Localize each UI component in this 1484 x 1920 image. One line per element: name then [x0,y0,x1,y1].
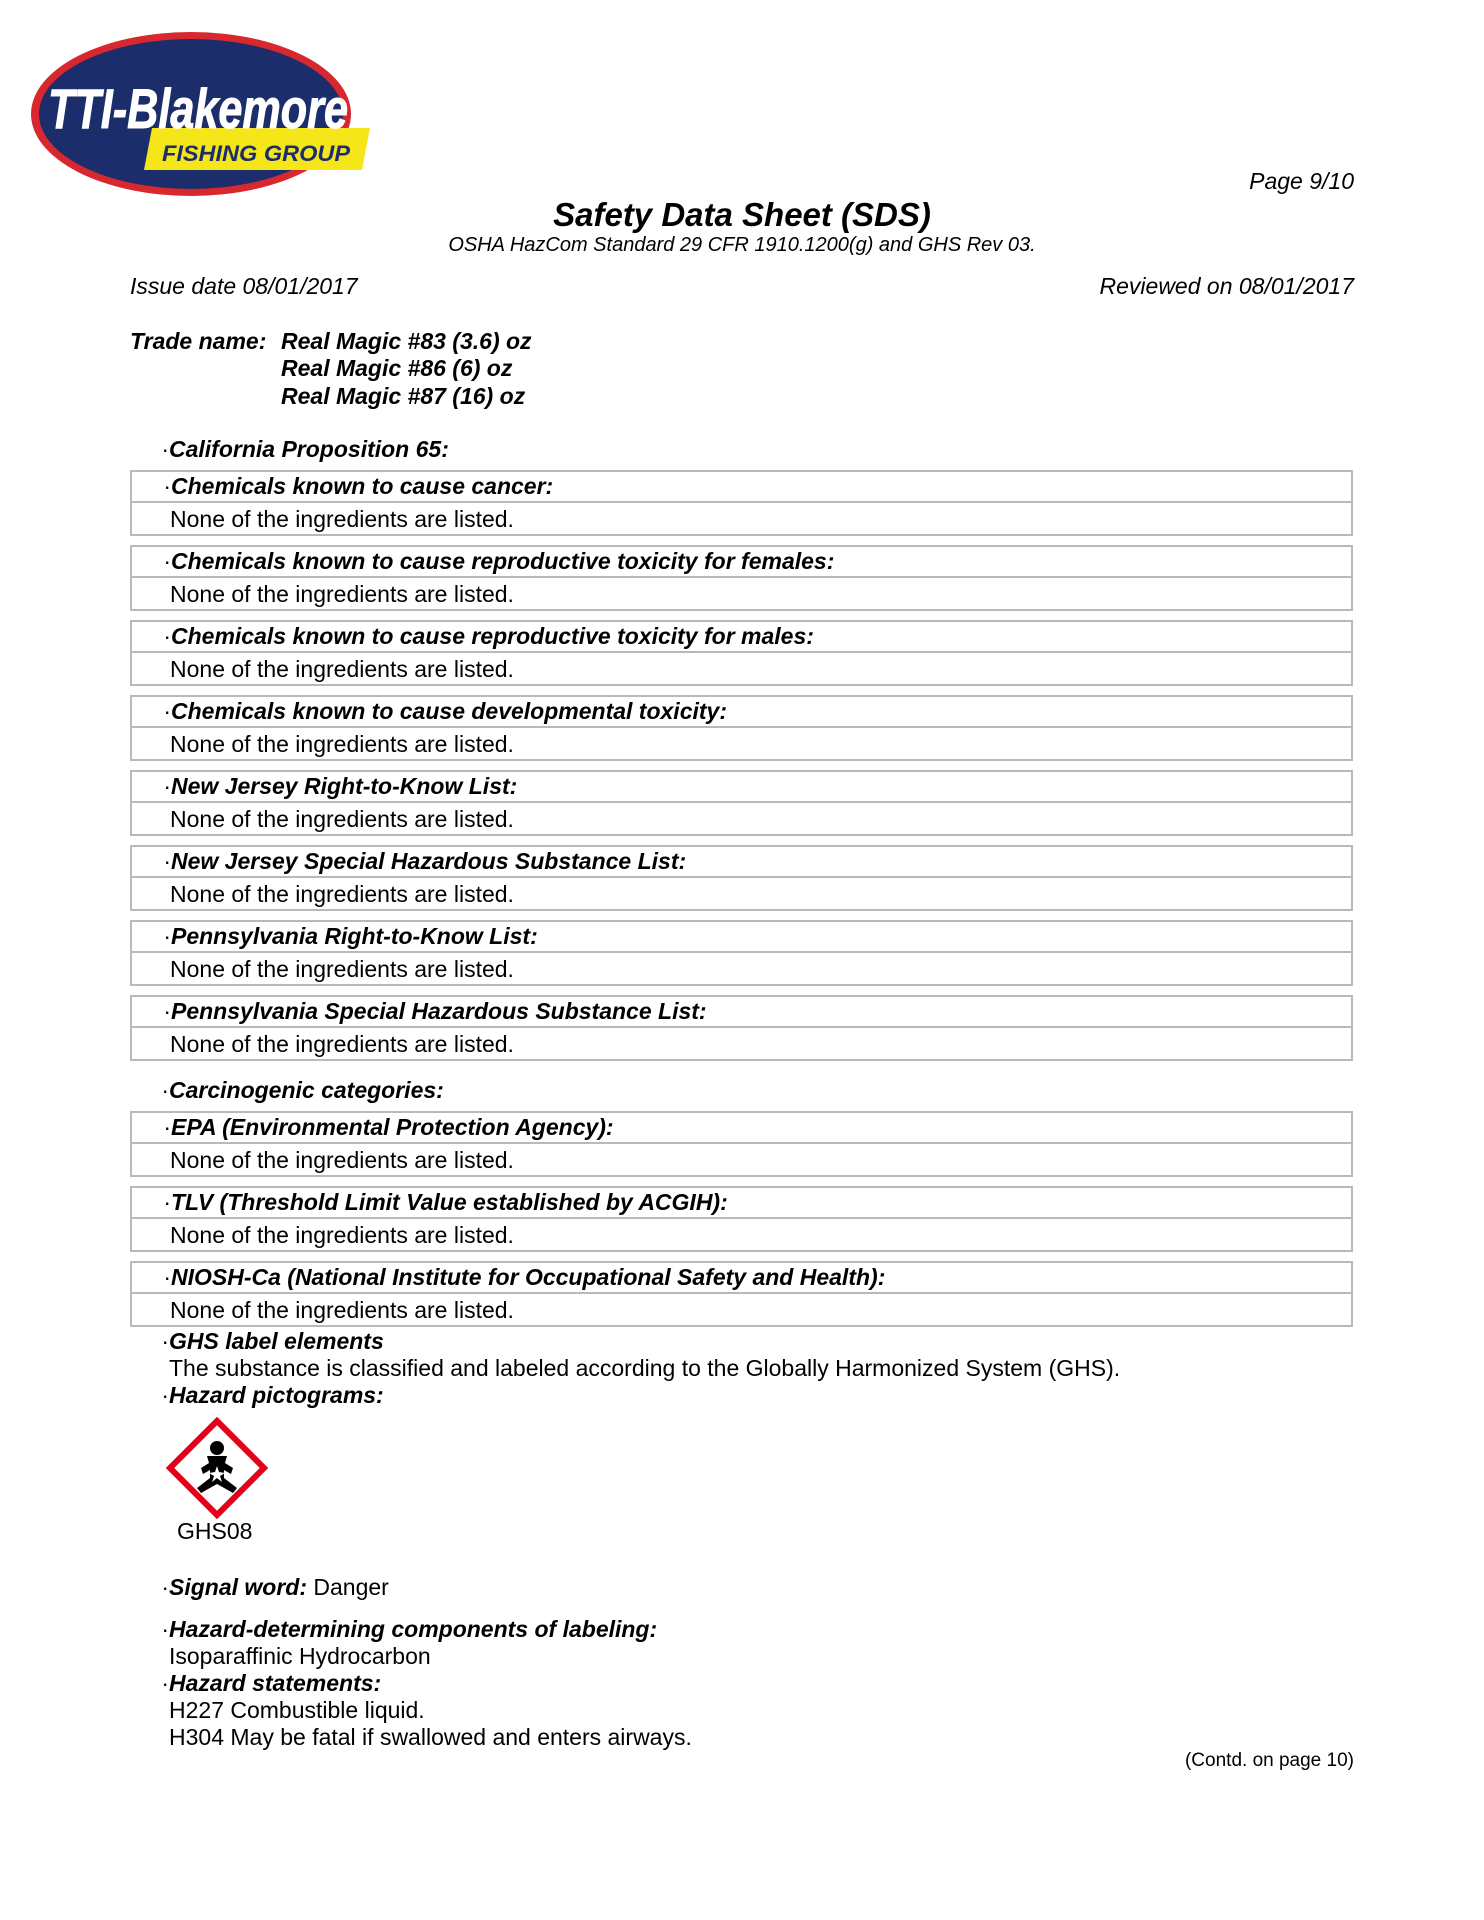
logo-text-main: TTI-Blakemore [48,77,348,140]
company-logo [28,28,378,203]
list-heading: Chemicals known to cause developmental toxicity: [171,698,727,724]
signal-word: ·Signal word: Danger [161,1574,389,1600]
list-heading: NIOSH-Ca (National Institute for Occupational Safety and Health): [171,1264,886,1290]
ghs-text: The substance is classified and labeled according to the Globally Harmonized System (GHS). [169,1355,1121,1381]
signal-word-value: Danger [313,1574,389,1600]
trade-name-item: Real Magic #87 (16) oz [281,383,526,409]
trade-name-label: Trade name: [130,328,267,354]
reviewed-date: Reviewed on 08/01/2017 [1099,273,1354,299]
trade-name-item: Real Magic #83 (3.6) oz [281,328,532,354]
issue-date: Issue date 08/01/2017 [130,273,358,299]
list-value: None of the ingredients are listed. [170,581,514,607]
list-value: None of the ingredients are listed. [170,806,514,832]
list-value: None of the ingredients are listed. [170,506,514,532]
hazard-statements-heading: ·Hazard statements: [161,1670,382,1696]
list-heading: Chemicals known to cause reproductive toxicity for males: [171,623,814,649]
list-value: None of the ingredients are listed. [170,1297,514,1323]
trade-name-item: Real Magic #86 (6) oz [281,355,513,381]
list-heading: New Jersey Right-to-Know List: [171,773,518,799]
list-heading: TLV (Threshold Limit Value established by ACGIH): [171,1189,728,1215]
hazard-statement: H304 May be fatal if swallowed and enters airways. [169,1724,692,1750]
list-box: ·Pennsylvania Special Hazardous Substance List: None of the ingredients are listed. [130,995,1353,1061]
list-heading: Pennsylvania Special Hazardous Substance List: [171,998,707,1024]
list-box: ·Chemicals known to cause cancer: None of the ingredients are listed. [130,470,1353,536]
components-value: Isoparaffinic Hydrocarbon [169,1643,431,1669]
list-heading: EPA (Environmental Protection Agency): [171,1114,614,1140]
list-value: None of the ingredients are listed. [170,1031,514,1057]
list-box: ·Chemicals known to cause developmental toxicity: None of the ingredients are listed. [130,695,1353,761]
document-subtitle: OSHA HazCom Standard 29 CFR 1910.1200(g) and GHS Rev 03. [448,234,1036,256]
logo-text-sub: FISHING GROUP [162,141,351,166]
list-value: None of the ingredients are listed. [170,731,514,757]
document-title: Safety Data Sheet (SDS) [553,196,931,233]
list-value: None of the ingredients are listed. [170,881,514,907]
california-prop65-heading: ·California Proposition 65: [161,436,449,462]
list-value: None of the ingredients are listed. [170,656,514,682]
pictograms-heading: ·Hazard pictograms: [161,1382,384,1408]
carcinogenic-heading: ·Carcinogenic categories: [161,1077,444,1103]
list-value: None of the ingredients are listed. [170,1147,514,1173]
list-box: ·Pennsylvania Right-to-Know List: None of the ingredients are listed. [130,920,1353,986]
page-number: Page 9/10 [1249,168,1354,194]
components-heading: ·Hazard-determining components of labeling: [161,1616,658,1642]
list-box: ·Chemicals known to cause reproductive toxicity for females: None of the ingredients are listed. [130,545,1353,611]
list-heading: Chemicals known to cause cancer: [171,473,554,499]
list-value: None of the ingredients are listed. [170,1222,514,1248]
health-hazard-icon [167,1418,267,1518]
list-box: ·Chemicals known to cause reproductive toxicity for males: None of the ingredients are listed. [130,620,1353,686]
list-box: ·New Jersey Right-to-Know List: None of the ingredients are listed. [130,770,1353,836]
continued-note: (Contd. on page 10) [1184,1750,1354,1771]
list-box: ·TLV (Threshold Limit Value established by ACGIH): None of the ingredients are listed. [130,1186,1353,1252]
list-heading: Chemicals known to cause reproductive toxicity for females: [171,548,835,574]
list-box: ·New Jersey Special Hazardous Substance List: None of the ingredients are listed. [130,845,1353,911]
pictogram-label: GHS08 [177,1518,253,1544]
list-heading: New Jersey Special Hazardous Substance List: [171,848,687,874]
hazard-statement: H227 Combustible liquid. [169,1697,425,1723]
list-box: ·NIOSH-Ca (National Institute for Occupational Safety and Health): None of the ingredients are listed. [130,1261,1353,1327]
list-value: None of the ingredients are listed. [170,956,514,982]
ghs-heading: ·GHS label elements [161,1328,384,1354]
list-heading: Pennsylvania Right-to-Know List: [171,923,538,949]
list-box: ·EPA (Environmental Protection Agency): None of the ingredients are listed. [130,1111,1353,1177]
